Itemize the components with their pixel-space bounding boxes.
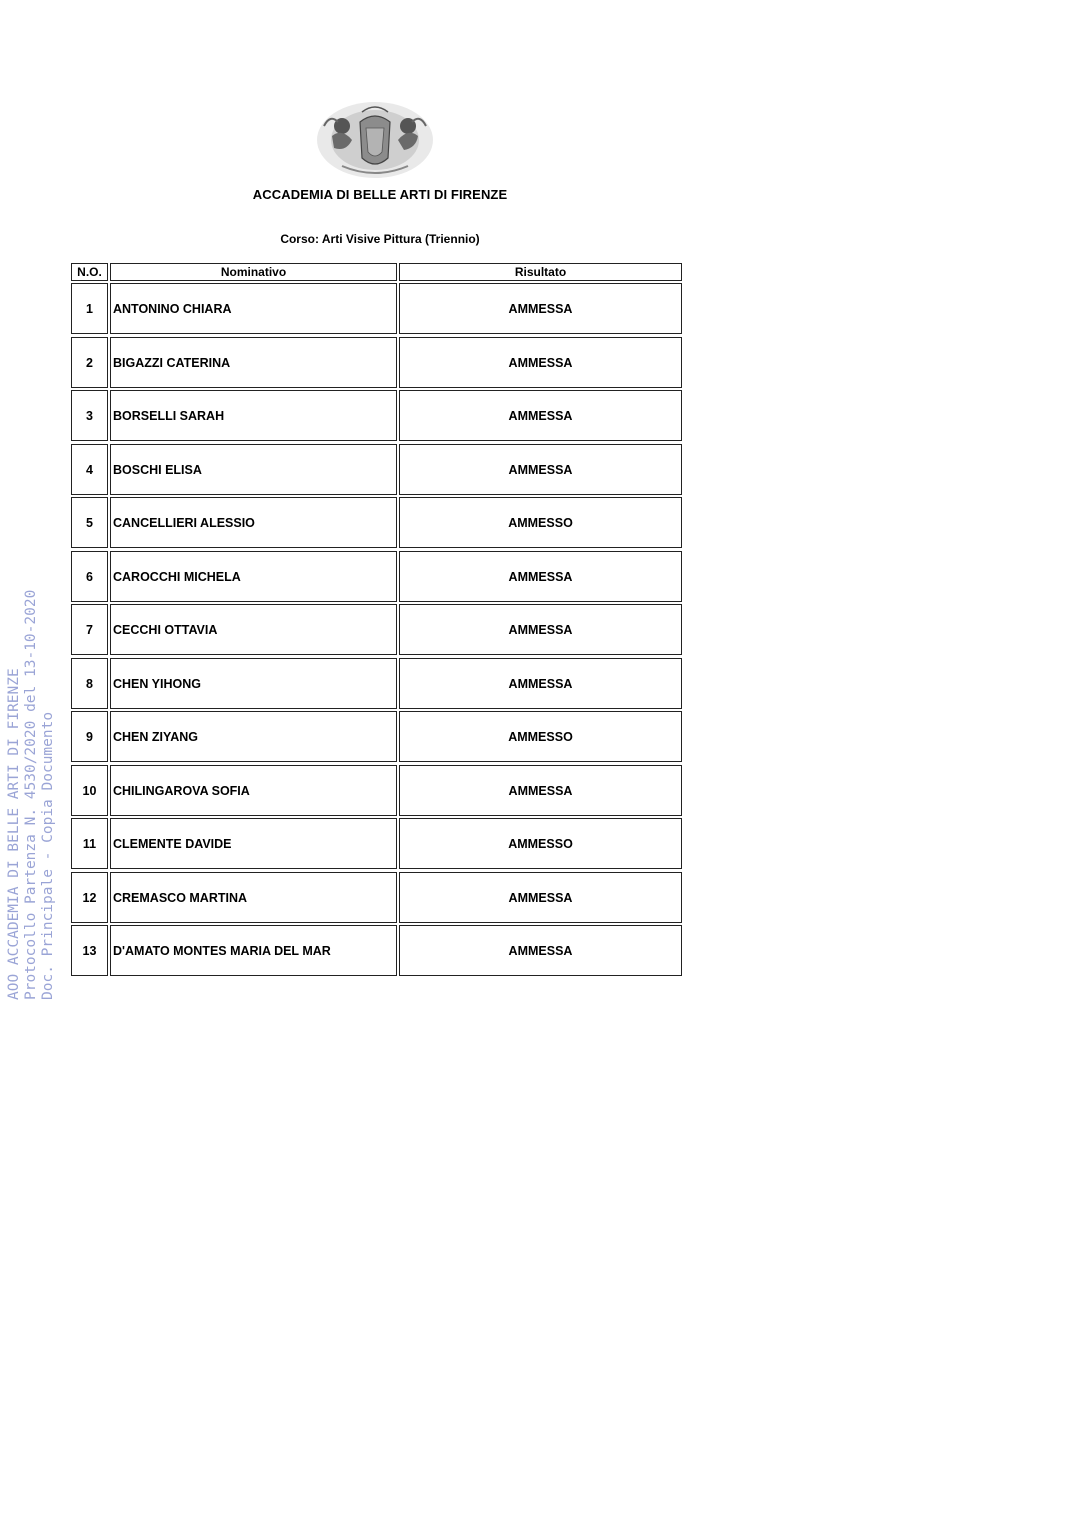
row-number: 11 [71,818,108,869]
row-number: 6 [71,551,108,602]
row-result: AMMESSA [399,658,682,709]
row-name: CANCELLIERI ALESSIO [110,497,397,548]
row-name: D'AMATO MONTES MARIA DEL MAR [110,925,397,976]
row-result: AMMESSA [399,390,682,441]
row-name: BIGAZZI CATERINA [110,337,397,388]
row-result: AMMESSA [399,283,682,334]
row-number: 12 [71,872,108,923]
row-result: AMMESSA [399,604,682,655]
column-header-result: Risultato [399,263,682,281]
watermark-line: Protocollo Partenza N. 4530/2020 del 13-10-2020 [23,589,39,1000]
row-result: AMMESSA [399,337,682,388]
row-result: AMMESSO [399,711,682,762]
watermark-line: Doc. Principale - Copia Documento [40,711,56,1000]
row-result: AMMESSO [399,497,682,548]
row-name: CHILINGAROVA SOFIA [110,765,397,816]
column-header-number: N.O. [71,263,108,281]
watermark-line: AOO ACCADEMIA DI BELLE ARTI DI FIRENZE [6,668,22,1000]
row-name: CAROCCHI MICHELA [110,551,397,602]
protocol-watermark [6,590,57,1000]
row-number: 9 [71,711,108,762]
row-number: 7 [71,604,108,655]
row-result: AMMESSA [399,872,682,923]
row-name: BORSELLI SARAH [110,390,397,441]
row-name: BOSCHI ELISA [110,444,397,495]
row-name: CHEN YIHONG [110,658,397,709]
row-name: CECCHI OTTAVIA [110,604,397,655]
row-name: CLEMENTE DAVIDE [110,818,397,869]
row-name: ANTONINO CHIARA [110,283,397,334]
row-number: 1 [71,283,108,334]
row-number: 2 [71,337,108,388]
row-number: 5 [71,497,108,548]
row-number: 13 [71,925,108,976]
row-name: CHEN ZIYANG [110,711,397,762]
row-number: 10 [71,765,108,816]
row-result: AMMESSA [399,765,682,816]
emblem-icon [312,92,438,182]
row-number: 3 [71,390,108,441]
row-result: AMMESSO [399,818,682,869]
institution-title: ACCADEMIA DI BELLE ARTI DI FIRENZE [252,187,508,202]
row-result: AMMESSA [399,925,682,976]
column-header-name: Nominativo [110,263,397,281]
course-title: Corso: Arti Visive Pittura (Triennio) [280,232,480,246]
row-result: AMMESSA [399,444,682,495]
row-number: 8 [71,658,108,709]
row-result: AMMESSA [399,551,682,602]
row-number: 4 [71,444,108,495]
row-name: CREMASCO MARTINA [110,872,397,923]
